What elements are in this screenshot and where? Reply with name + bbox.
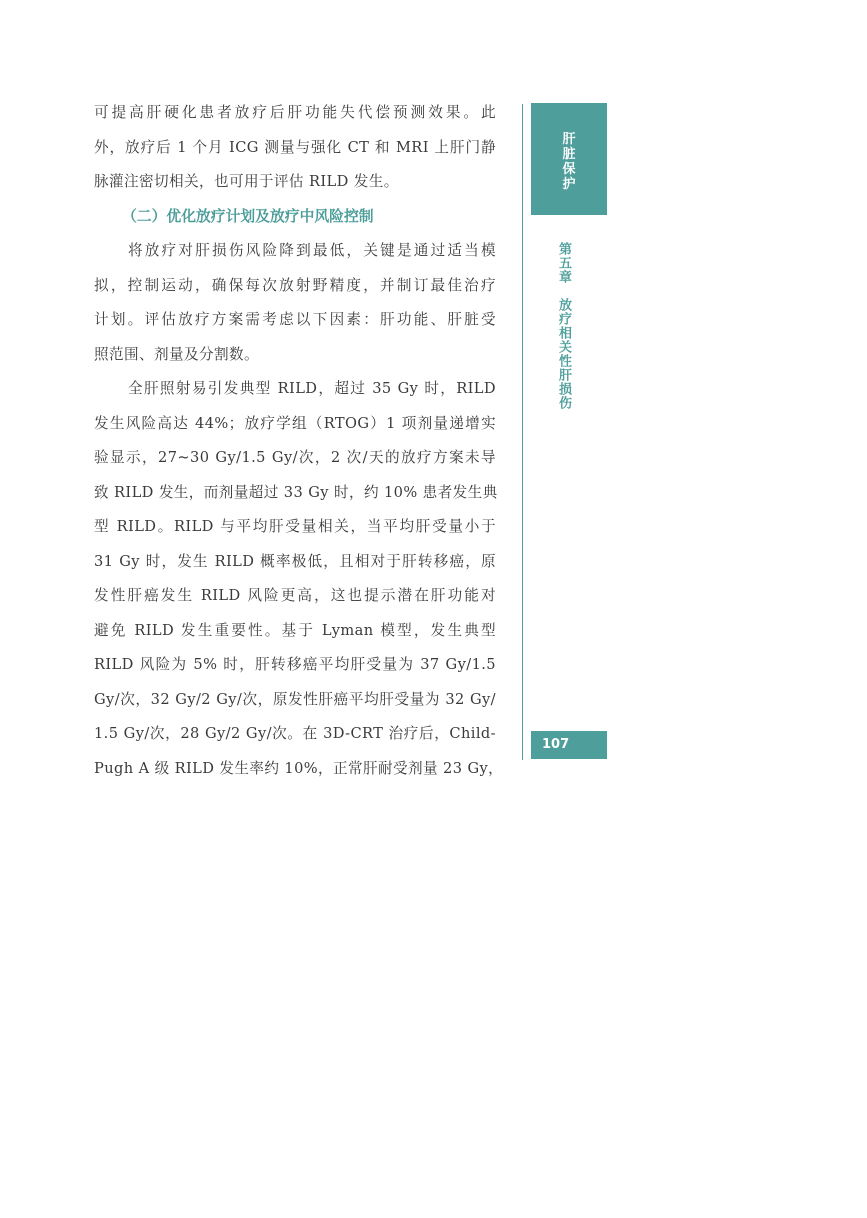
text-line: 计划。评估放疗方案需考虑以下因素：肝功能、肝脏受 (94, 311, 496, 328)
text-line: 致 RILD 发生，而剂量超过 33 Gy 时，约 10% 患者发生典 (94, 483, 498, 501)
text-line: 拟，控制运动，确保每次放射野精度，并制订最佳治疗 (94, 276, 496, 294)
main-text (94, 96, 504, 786)
text-line: 发性肝癌发生 RILD 风险更高，这也提示潜在肝功能对 (94, 587, 496, 604)
section-tab-char: 保 (562, 162, 576, 177)
text-line: 验显示，27~30 Gy/1.5 Gy/次，2 次/天的放疗方案未导 (94, 449, 496, 466)
text-line: 照范围、剂量及分割数。 (94, 345, 259, 363)
text-line: 31 Gy 时，发生 RILD 概率极低，且相对于肝转移癌，原 (94, 552, 496, 570)
text-line: Gy/次，32 Gy/2 Gy/次，原发性肝癌平均肝受量为 32 Gy/ (94, 690, 496, 708)
section-tab-char: 护 (562, 177, 576, 192)
section-tab-char: 脏 (562, 147, 576, 162)
text-line: 将放疗对肝损伤风险降到最低，关键是通过适当模 (128, 242, 496, 259)
text-line: 全肝照射易引发典型 RILD，超过 35 Gy 时，RILD (128, 380, 496, 397)
chapter-label: 第五章 放疗相关性肝损伤 (556, 242, 571, 410)
text-line: 外，放疗后 1 个月 ICG 测量与强化 CT 和 MRI 上肝门静 (94, 138, 496, 156)
section-tab-char: 肝 (562, 132, 576, 147)
text-line: 1.5 Gy/次，28 Gy/2 Gy/次。在 3D-CRT 治疗后，Child- (94, 725, 496, 742)
page-number: 107 (531, 731, 607, 759)
text-line: Pugh A 级 RILD 发生率约 10%，正常肝耐受剂量 23 Gy， (94, 759, 504, 777)
text-line: 脉灌注密切相关，也可用于评估 RILD 发生。 (94, 173, 399, 190)
text-line: 型 RILD。RILD 与平均肝受量相关，当平均肝受量小于 (94, 518, 496, 535)
text-line: 发生风险高达 44%；放疗学组（RTOG）1 项剂量递增实 (94, 414, 496, 432)
text-line: 避免 RILD 发生重要性。基于 Lyman 模型，发生典型 (94, 621, 496, 639)
text-line: 可提高肝硬化患者放疗后肝功能失代偿预测效果。此 (94, 104, 496, 121)
margin-divider (522, 104, 523, 760)
text-line: RILD 风险为 5% 时，肝转移癌平均肝受量为 37 Gy/1.5 (94, 656, 496, 673)
section-tab (531, 103, 607, 215)
section-heading: （二）优化放疗计划及放疗中风险控制 (122, 207, 374, 225)
